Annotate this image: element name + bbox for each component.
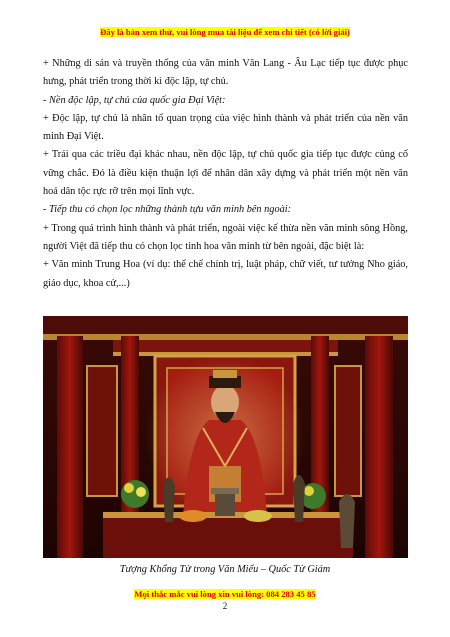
section-heading: - Nền độc lập, tự chủ của quốc gia Đại Việt: (43, 94, 226, 106)
preview-banner-text: Đây là bản xem thử, vui lòng mua tài liệu để xem chi tiết (có lời giải) (100, 27, 350, 37)
paragraph: + Trong quá trình hình thành và phát triển, ngoài việc kế thừa nền văn minh sông Hồng, người Việt đã tiếp thu có chọn lọc tinh hoa văn minh từ bên ngoài, đặc biệt là: (43, 222, 408, 252)
confucius-statue-photo (43, 316, 408, 558)
paragraph: + Những di sản và truyền thống của văn minh Văn Lang - Âu Lạc tiếp tục được phục hưng, phát triển trong thời kì độc lập, tự chủ. (43, 58, 408, 88)
paragraph: + Trải qua các triều đại khác nhau, nền độc lập, tự chủ quốc gia tiếp tục được củng cố vững chắc. Đó là điều kiện thuận lợi để nhân dân xây dựng và phát triển một nền văn hoá dân tộc rực rỡ trên mọi lĩnh vực. (43, 149, 408, 198)
contact-footer-text: Mọi thắc mắc vui lòng xin vui lòng: 084 283 45 85 (134, 589, 316, 599)
section-heading: - Tiếp thu có chọn lọc những thành tựu văn minh bên ngoài: (43, 204, 292, 216)
figure-caption: Tượng Khổng Tử trong Văn Miếu – Quốc Tử Giám (119, 564, 331, 575)
paragraph: + Độc lập, tự chủ là nhân tố quan trọng của việc hình thành và phát triển của nền văn minh Đại Việt. (43, 112, 408, 143)
paragraph: + Văn minh Trung Hoa (ví dụ: thể chế chính trị, luật pháp, chữ viết, tư tưởng Nho giáo, giáo dục, khoa cử,...) (43, 259, 408, 289)
preview-banner (0, 27, 450, 38)
contact-footer (0, 589, 450, 600)
page-number: 2 (222, 601, 228, 611)
document-body (43, 55, 408, 293)
